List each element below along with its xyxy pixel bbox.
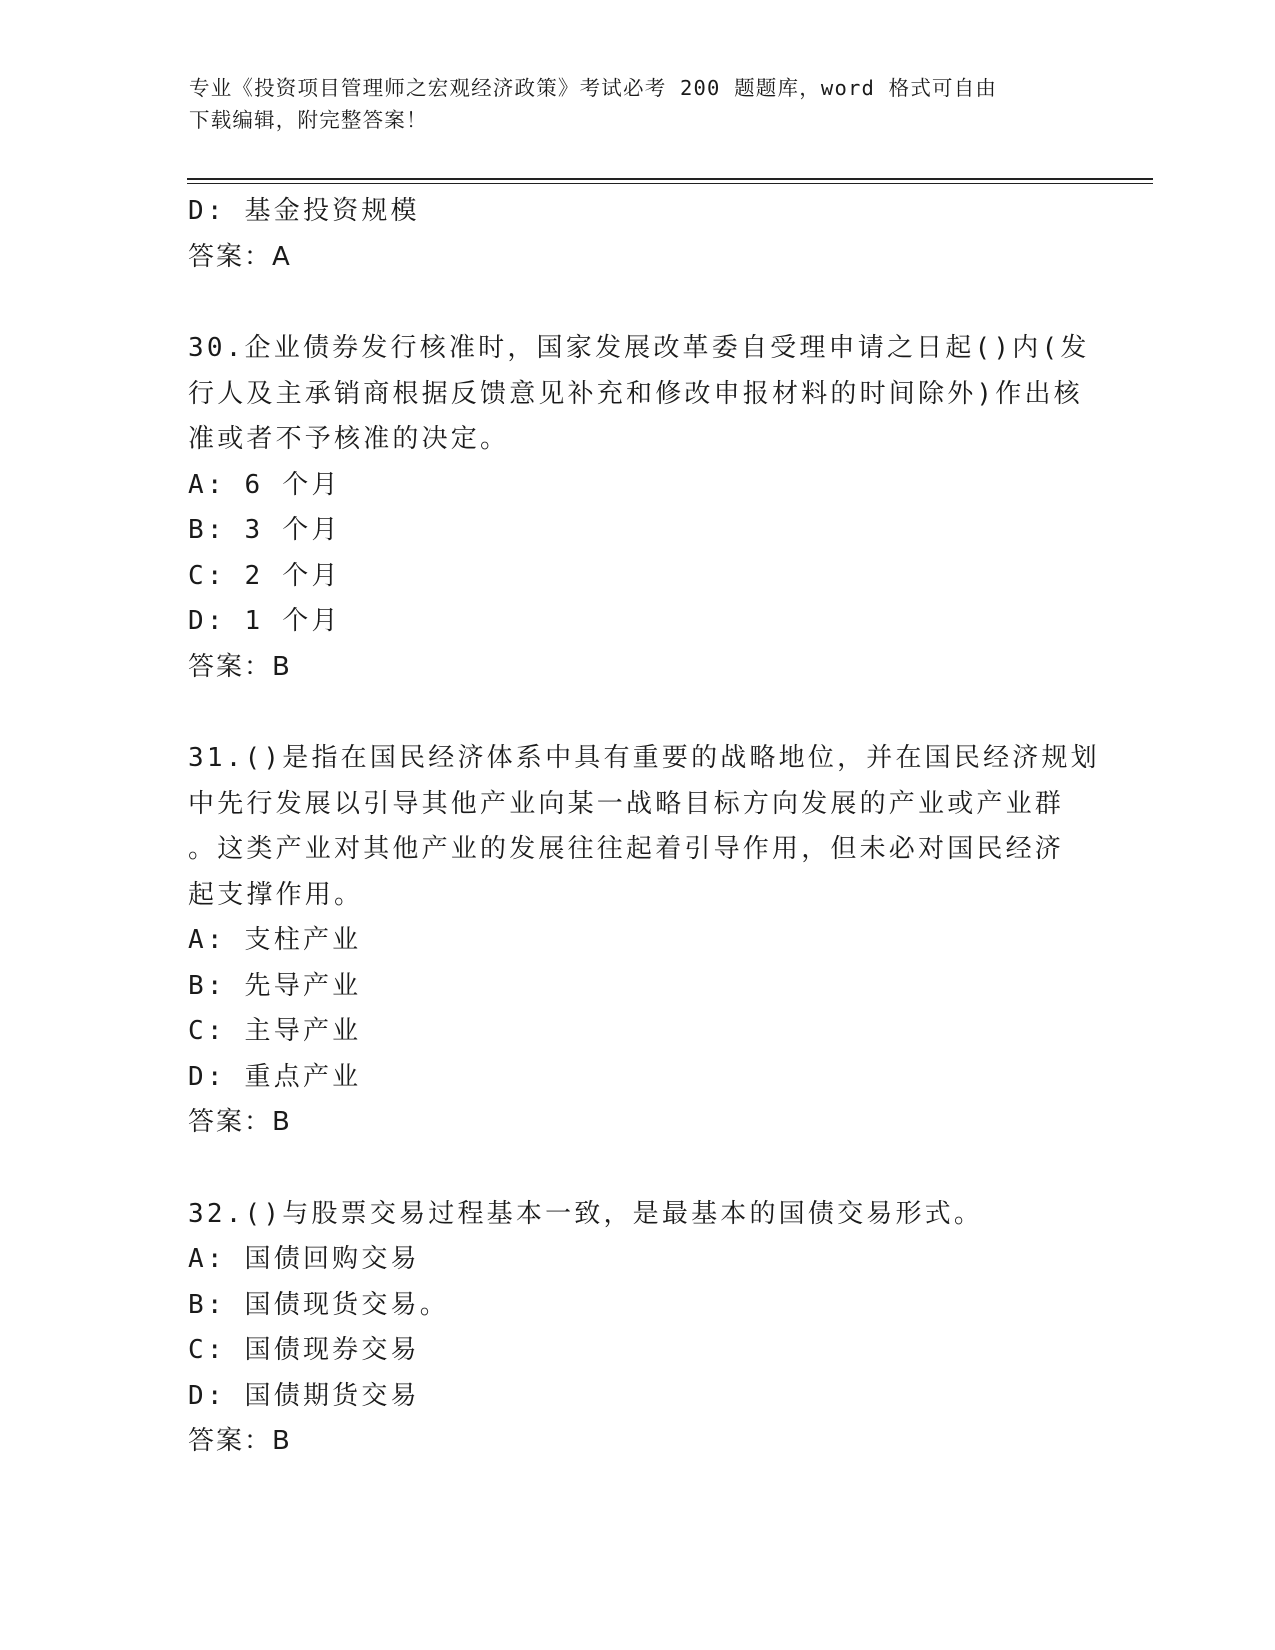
question-text-line: 30.企业债券发行核准时，国家发展改革委自受理申请之日起()内(发 (188, 333, 1090, 363)
question-32 (188, 1192, 1088, 1465)
option-b: B: 国债现货交易。 (188, 1289, 449, 1320)
question-text-line: 。这类产业对其他产业的发展往往起着引导作用，但未必对国民经济 (188, 834, 1065, 864)
option-c: C: 国债现券交易 (188, 1335, 420, 1365)
previous-question-tail (188, 189, 1088, 280)
option-d: D: 1 个月 (188, 606, 341, 636)
question-30 (188, 326, 1088, 690)
question-text-line: 准或者不予核准的决定。 (188, 424, 510, 454)
option-d: D: 国债期货交易 (188, 1380, 420, 1411)
header-line-2: 下载编辑，附完整答案！ (189, 108, 428, 132)
answer-line: 答案：B (188, 651, 292, 682)
option-c: C: 2 个月 (188, 560, 341, 591)
question-content (188, 189, 1100, 1465)
question-text-line: 中先行发展以引导其他产业向某一战略目标方向发展的产业或产业群 (188, 788, 1065, 819)
answer-line: 答案：B (188, 1426, 292, 1456)
option-a: A: 国债回购交易 (188, 1244, 420, 1274)
question-31 (188, 736, 1100, 1146)
answer-line: 答案：A (188, 241, 292, 272)
header-divider-thick (187, 178, 1153, 180)
option-c: C: 主导产业 (188, 1016, 362, 1046)
option-d: D: 重点产业 (188, 1061, 362, 1092)
question-text-line: 31.()是指在国民经济体系中具有重要的战略地位，并在国民经济规划 (188, 743, 1100, 773)
option-d: D: 基金投资规模 (188, 196, 420, 226)
question-text-line: 行人及主承销商根据反馈意见补充和修改申报材料的时间除外)作出核 (188, 378, 1083, 409)
option-b: B: 3 个月 (188, 515, 341, 545)
document-header (189, 72, 1089, 136)
answer-line: 答案：B (188, 1107, 292, 1137)
option-b: B: 先导产业 (188, 970, 362, 1001)
option-a: A: 支柱产业 (188, 925, 362, 955)
question-text-line: 起支撑作用。 (188, 879, 364, 910)
header-divider-thin (187, 183, 1153, 184)
header-line-1: 专业《投资项目管理师之宏观经济政策》考试必考 200 题题库，word 格式可自由 (189, 76, 998, 100)
option-a: A: 6 个月 (188, 469, 341, 500)
question-text-line: 32.()与股票交易过程基本一致，是最基本的国债交易形式。 (188, 1198, 984, 1229)
